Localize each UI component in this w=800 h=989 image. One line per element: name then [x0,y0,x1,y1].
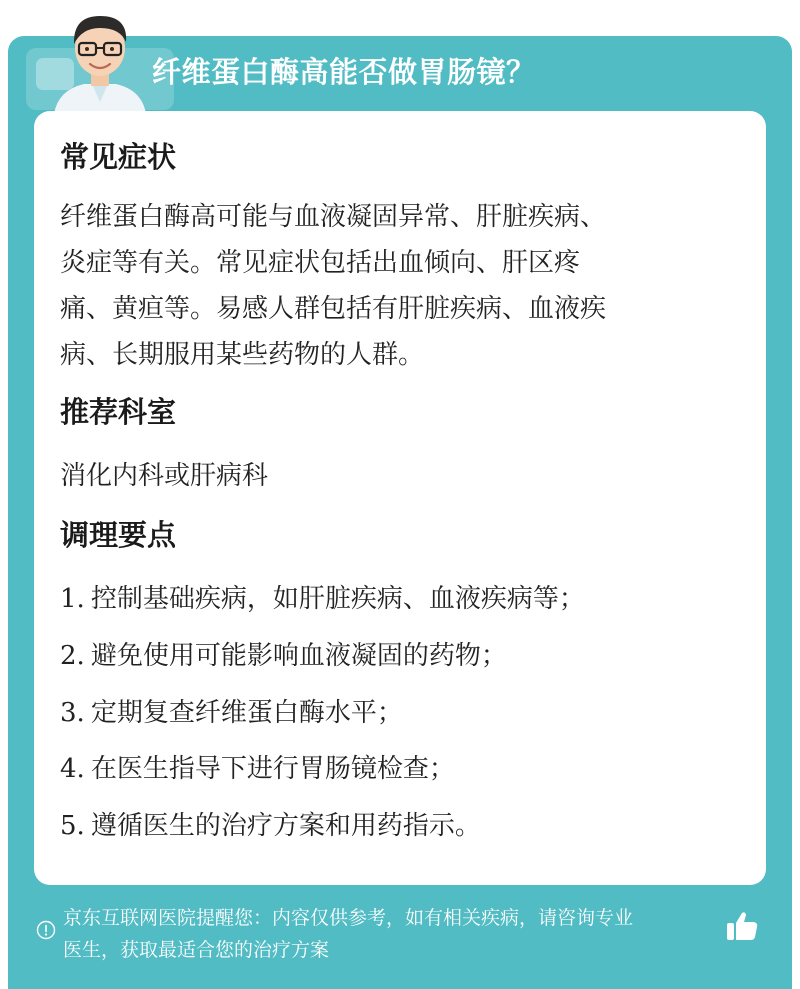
care-item-number: 5. [60,811,85,841]
care-item-text: 避免使用可能影响血液凝固的药物； [90,641,507,671]
info-icon [36,920,56,940]
care-item-text: 定期复查纤维蛋白酶水平； [90,698,403,728]
care-item [60,579,750,619]
disclaimer-line: 京东互联网医院提醒您：内容仅供参考，如有相关疾病，请咨询专业 [63,907,634,929]
department-title: 推荐科室 [60,395,177,429]
symptoms-line: 纤维蛋白酶高可能与血液凝固异常、肝脏疾病、 [60,202,607,232]
info-card [34,111,766,885]
care-item-number: 3. [60,698,85,728]
page-title: 纤维蛋白酶高能否做胃肠镜？ [152,55,536,89]
symptoms-title: 常见症状 [60,140,177,174]
care-item-number: 1. [60,584,85,614]
care-item [60,749,750,789]
symptoms-line: 病、长期服用某些药物的人群。 [60,340,425,370]
symptoms-line: 炎症等有关。常见症状包括出血倾向、肝区疼 [60,248,581,278]
care-item [60,806,750,846]
care-item-number: 4. [60,754,85,784]
disclaimer-line: 医生，获取最适合您的治疗方案 [63,939,330,961]
disclaimer-text [63,902,731,966]
care-title: 调理要点 [60,518,177,552]
care-item [60,693,750,733]
symptoms-text [60,194,740,378]
symptoms-line: 痛、黄疸等。易感人群包括有肝脏疾病、血液疾 [60,294,607,324]
care-item-text: 在医生指导下进行胃肠镜检查； [90,754,455,784]
care-item-text: 控制基础疾病，如肝脏疾病、血液疾病等； [90,584,585,614]
doctor-avatar [46,6,154,114]
care-item [60,636,750,676]
care-item-number: 2. [60,641,85,671]
care-item-text: 遵循医生的治疗方案和用药指示。 [90,811,481,841]
thumbs-up-icon[interactable] [724,908,760,944]
department-text: 消化内科或肝病科 [60,461,269,491]
